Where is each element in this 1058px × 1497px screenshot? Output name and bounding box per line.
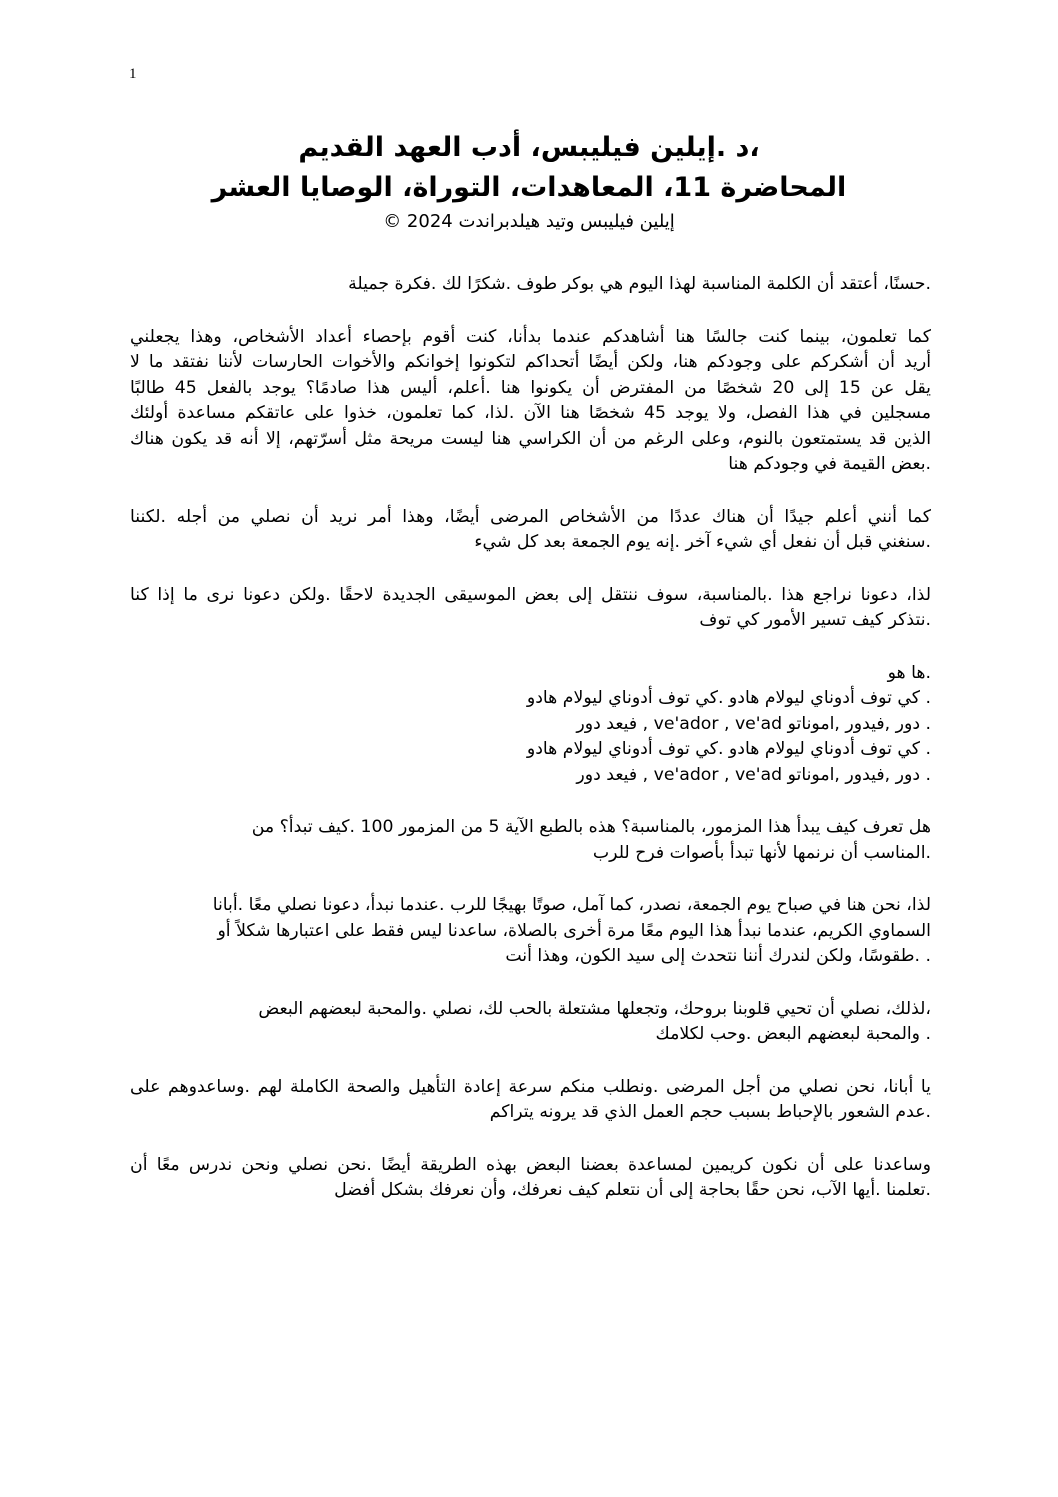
paragraph (130, 583, 931, 634)
paragraph (130, 1075, 931, 1126)
text-line: مسجلين في هذا الفصل، ولا يوجد 45 شخصًا هنا الآن .لذا، كما تعلمون، خذوا على عاتقكم مساعدة أولئك (130, 403, 931, 423)
text-line: كما أنني أعلم جيدًا أن هناك عددًا من الأشخاص المرضى أيضًا، وهذا أمر نريد أن نصلي من أجله .لكننا (130, 506, 931, 527)
lyric-line: . كي توف أدوناي ليولام هادو .كي توف أدوناي ليولام هادو (526, 739, 931, 759)
text-line: .حسنًا، أعتقد أن الكلمة المناسبة لهذا اليوم هي بوكر طوف .شكرًا لك .فكرة جميلة (348, 274, 931, 294)
lyrics-intro: .ها هو (887, 662, 931, 683)
page-number: 1 (129, 66, 137, 82)
document-body (130, 272, 931, 1231)
lyric-line: . دور ,فيدور ,اموناتو ve'ador , ve'ad , فيعد دور (576, 713, 931, 734)
text-line: يا أبانا، نحن نصلي من أجل المرضى .ونطلب منكم سرعة إعادة التأهيل والصحة الكاملة لهم .وساعدوهم على (130, 1076, 931, 1097)
text-line: ،لذلك، نصلي أن تحيي قلوبنا بروحك، وتجعلها مشتعلة بالحب لك، نصلي .والمحبة لبعضهم البعض (258, 998, 931, 1019)
text-line: .سنغني قبل أن نفعل أي شيء آخر .إنه يوم الجمعة بعد كل شيء (474, 532, 931, 552)
paragraph (130, 1153, 931, 1204)
text-line: الذين قد يستمتعون بالنوم، وعلى الرغم من أن الكراسي هنا ليست مريحة مثل أسرّتهم، إلا أنه قد يكون هناك (130, 428, 931, 449)
lyric-line: . كي توف أدوناي ليولام هادو .كي توف أدوناي ليولام هادو (526, 688, 931, 708)
text-line: هل تعرف كيف يبدأ هذا المزمور، بالمناسبة؟ هذه بالطبع الآية 5 من المزمور 100 .كيف تبدأ؟ من (251, 817, 931, 837)
text-line: كما تعلمون، بينما كنت جالسًا هنا أشاهدكم عندما بدأنا، كنت أقوم بإحصاء أعداد الأشخاص، وهذا يجعلني (130, 326, 931, 347)
text-line: . والمحبة لبعضهم البعض .وحب لكلامك (655, 1024, 931, 1044)
text-line: لذا، نحن هنا في صباح يوم الجمعة، نصدر، كما آمل، صوتًا بهيجًا للرب .عندما نبدأ، دعونا نصلي معًا .أبانا (212, 895, 931, 915)
paragraph (130, 997, 931, 1048)
song-lyrics (130, 661, 931, 789)
title-line-2: المحاضرة 11، المعاهدات، التوراة، الوصايا العشر (211, 172, 847, 203)
document-header (130, 128, 928, 236)
text-line: لذا، دعونا نراجع هذا .بالمناسبة، سوف ننتقل إلى بعض الموسيقى الجديدة لاحقًا .ولكن دعونا نرى ما إذا كنا (130, 584, 931, 605)
text-line: .تعلمنا .أيها الآب، نحن حقًا بحاجة إلى أن نتعلم كيف نعرفك، وأن نعرفك بشكل أفضل (334, 1180, 931, 1200)
title-line-1: ،د .إيلين فيليبس، أدب العهد القديم (298, 132, 760, 163)
paragraph (130, 325, 931, 478)
paragraph (130, 815, 931, 866)
paragraph (130, 272, 931, 298)
text-line: يقل عن 15 إلى 20 شخصًا من المفترض أن يكونوا هنا .أعلم، أليس هذا صادمًا؟ يوجد بالفعل 45 طالبًا (130, 377, 931, 398)
text-line: السماوي الكريم، عندما نبدأ هذا اليوم معًا مرة أخرى بالصلاة، ساعدنا ليس فقط على اعتبارها شكلاً أو (217, 920, 931, 941)
paragraph (130, 893, 931, 970)
text-line: . .طقوسًا، ولكن لندرك أننا نتحدث إلى سيد الكون، وهذا أنت (505, 946, 931, 966)
copyright-line: إيلين فيليبس وتيد هيلدبراندت 2024 © (383, 211, 675, 232)
lyric-line: . دور ,فيدور ,اموناتو ve'ador , ve'ad , فيعد دور (576, 764, 931, 785)
text-line: .بعض القيمة في وجودكم هنا (728, 454, 931, 474)
text-line: .نتذكر كيف تسير الأمور كي توف (699, 610, 931, 630)
text-line: .المناسب أن نرنمها لأنها تبدأ بأصوات فرح للرب (592, 842, 931, 863)
text-line: أريد أن أشكركم على وجودكم هنا، ولكن أيضًا أتحداكم لتكونوا إخوانكم والأخوات الحارسات لأننا نفتقد ما لا (130, 352, 931, 372)
text-line: .عدم الشعور بالإحباط بسبب حجم العمل الذي قد يرونه يتراكم (489, 1102, 931, 1122)
paragraph (130, 505, 931, 556)
text-line: وساعدنا على أن نكون كريمين لمساعدة بعضنا البعض بهذه الطريقة أيضًا .نحن نصلي ونحن ندرس معًا أن (130, 1154, 931, 1175)
